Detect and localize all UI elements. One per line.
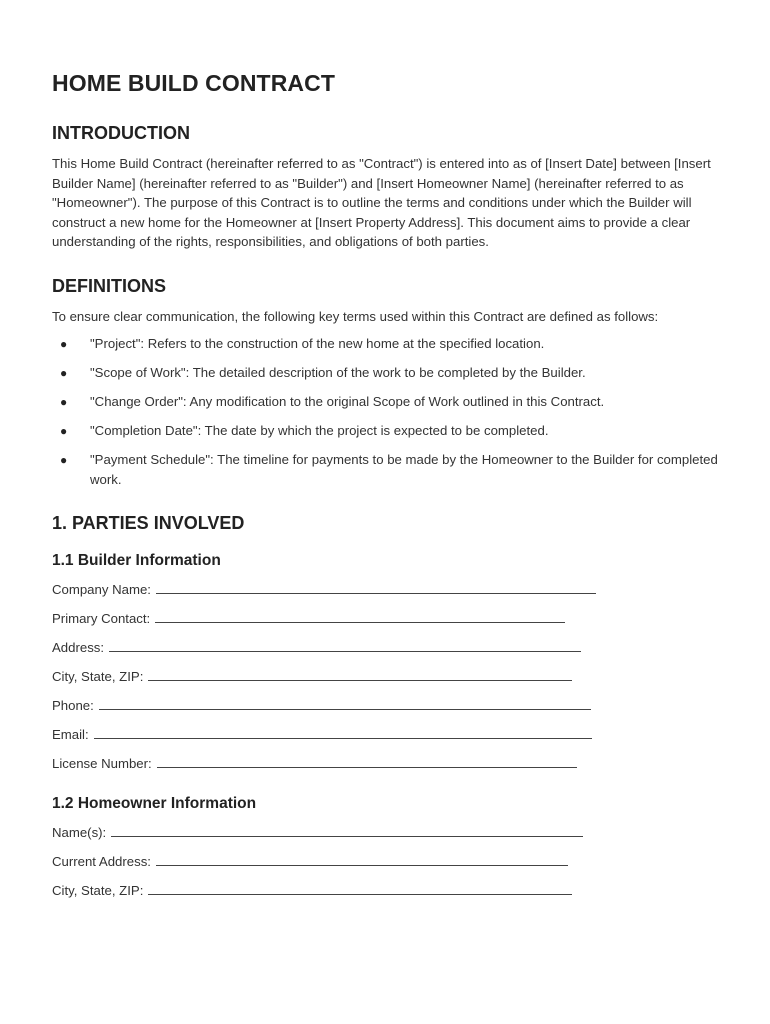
document-title: HOME BUILD CONTRACT bbox=[52, 70, 335, 96]
blank-line[interactable] bbox=[148, 668, 572, 681]
blank-line[interactable] bbox=[156, 853, 568, 866]
homeowner-names-field bbox=[52, 823, 718, 842]
introduction-text: This Home Build Contract (hereinafter referred to as "Contract") is entered into as of [Insert Date] between [Insert Builder Name] (hereinafter referred to as "Builder") and [Insert Homeowner Name] (hereinafter referred to as "Homeowner"). The purpose of this Contract is to outline the terms and conditions under which the Builder will construct a new home for the Homeowner at [Insert Property Address]. This document aims to provide a clear understanding of the rights, responsibilities, and obligations of both parties. bbox=[52, 156, 711, 249]
bullet-icon: ● bbox=[60, 366, 68, 380]
field-label: City, State, ZIP: bbox=[52, 883, 144, 898]
blank-line[interactable] bbox=[94, 726, 592, 739]
field-label: Name(s): bbox=[52, 825, 107, 840]
definitions-list bbox=[52, 334, 718, 489]
definition-text: "Completion Date": The date by which the project is expected to be completed. bbox=[90, 423, 549, 438]
company-name-field bbox=[52, 580, 718, 599]
homeowner-info-heading: 1.2 Homeowner Information bbox=[52, 795, 257, 812]
primary-contact-field bbox=[52, 609, 718, 628]
definition-text: "Payment Schedule": The timeline for payments to be made by the Homeowner to the Builder for completed work. bbox=[90, 452, 718, 487]
blank-line[interactable] bbox=[109, 639, 581, 652]
field-label: City, State, ZIP: bbox=[52, 669, 144, 684]
phone-field bbox=[52, 696, 718, 715]
parties-heading: 1. PARTIES INVOLVED bbox=[52, 513, 245, 533]
definitions-lead: To ensure clear communication, the following key terms used within this Contract are defined as follows: bbox=[52, 308, 659, 324]
definition-item-change-order bbox=[52, 392, 718, 412]
field-label: Primary Contact: bbox=[52, 611, 151, 626]
field-label: Address: bbox=[52, 640, 105, 655]
definition-text: "Project": Refers to the construction of the new home at the specified location. bbox=[90, 336, 545, 351]
introduction-heading: INTRODUCTION bbox=[52, 123, 190, 143]
definition-text: "Change Order": Any modification to the original Scope of Work outlined in this Contract. bbox=[90, 394, 605, 409]
field-label: Phone: bbox=[52, 698, 94, 713]
bullet-icon: ● bbox=[60, 453, 68, 467]
definition-item-completion-date bbox=[52, 421, 718, 441]
definition-item-payment-schedule bbox=[52, 450, 718, 489]
blank-line[interactable] bbox=[156, 581, 596, 594]
definition-text: "Scope of Work": The detailed description of the work to be completed by the Builder. bbox=[90, 365, 586, 380]
definition-item-project bbox=[52, 334, 718, 354]
license-number-field bbox=[52, 754, 718, 773]
bullet-icon: ● bbox=[60, 395, 68, 409]
bullet-icon: ● bbox=[60, 337, 68, 351]
email-field bbox=[52, 725, 718, 744]
blank-line[interactable] bbox=[157, 755, 577, 768]
field-label: Company Name: bbox=[52, 582, 151, 597]
homeowner-city-state-zip-field bbox=[52, 881, 718, 900]
definition-item-scope-of-work bbox=[52, 363, 718, 383]
field-label: License Number: bbox=[52, 756, 152, 771]
builder-info-heading: 1.1 Builder Information bbox=[52, 552, 221, 569]
blank-line[interactable] bbox=[155, 610, 565, 623]
field-label: Email: bbox=[52, 727, 89, 742]
blank-line[interactable] bbox=[99, 697, 591, 710]
blank-line[interactable] bbox=[111, 824, 583, 837]
current-address-field bbox=[52, 852, 718, 871]
field-label: Current Address: bbox=[52, 854, 151, 869]
city-state-zip-field bbox=[52, 667, 718, 686]
bullet-icon: ● bbox=[60, 424, 68, 438]
definitions-heading: DEFINITIONS bbox=[52, 275, 167, 296]
blank-line[interactable] bbox=[148, 882, 572, 895]
address-field bbox=[52, 638, 718, 657]
